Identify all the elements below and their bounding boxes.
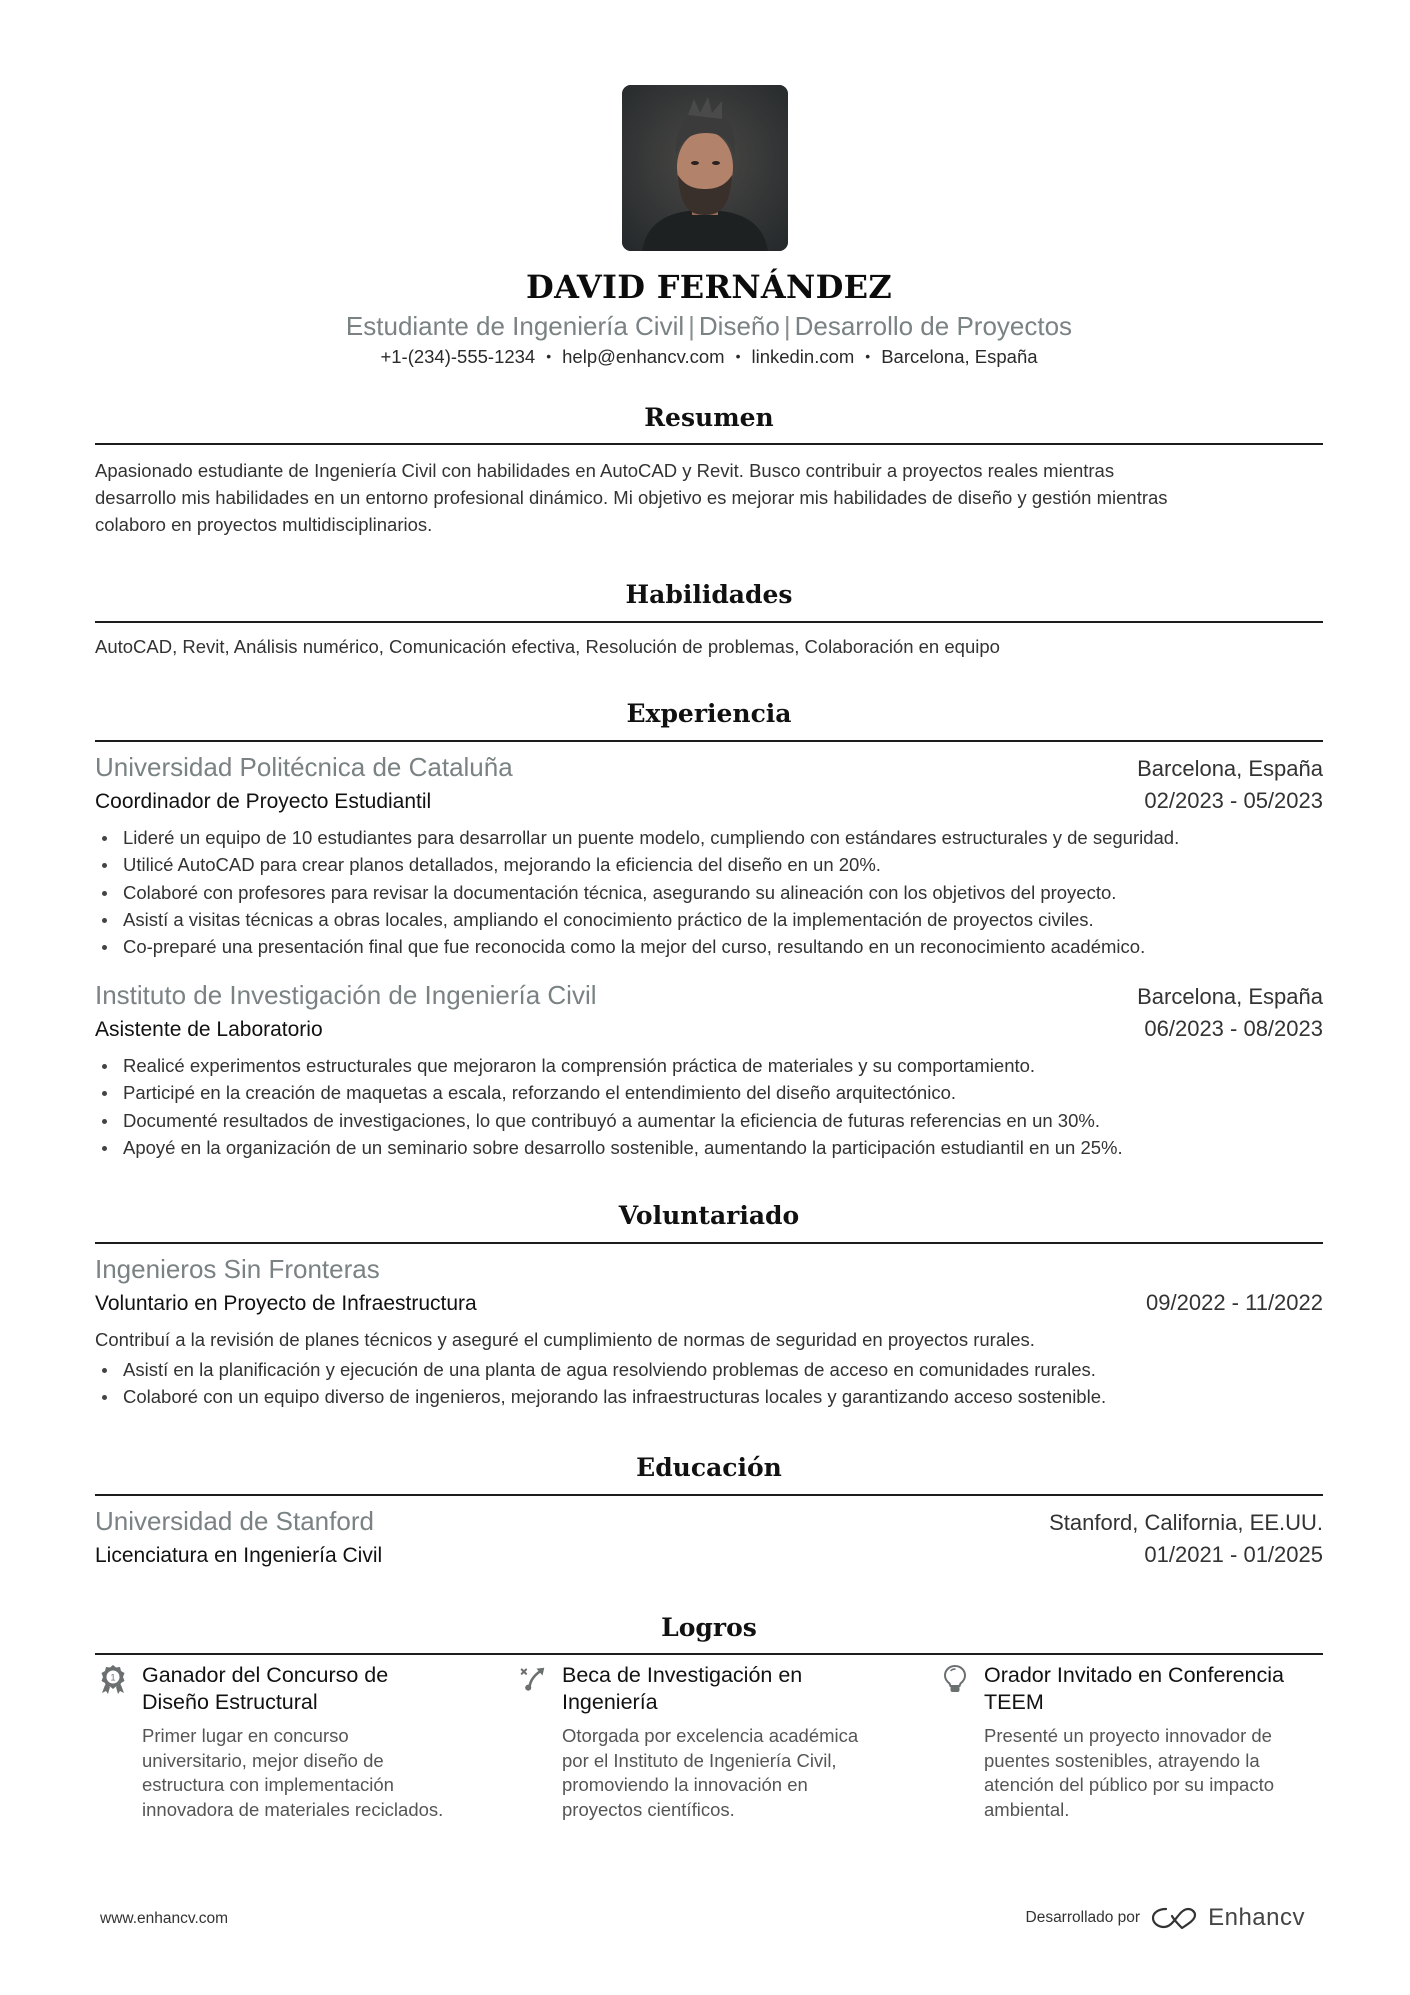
section-divider <box>95 1242 1323 1244</box>
education-header <box>95 1506 1323 1537</box>
enhancv-logo-icon <box>1150 1905 1198 1931</box>
headline-part: Estudiante de Ingeniería Civil <box>345 311 685 341</box>
achievement-title <box>562 1662 920 1716</box>
achievement-title-line: Orador Invitado en Conferencia <box>984 1663 1284 1687</box>
job-title: Asistente de Laboratorio <box>95 1018 323 1041</box>
education-subheader <box>95 1542 1323 1568</box>
achievement-desc-line: Primer lugar en concurso <box>142 1725 349 1746</box>
experience-header <box>95 752 1323 783</box>
volunteer-role: Voluntario en Proyecto de Infraestructura <box>95 1292 477 1315</box>
summary-line: colaboro en proyectos multidisciplinarios. <box>95 514 433 535</box>
powered-by-label: Desarrollado por <box>1025 1909 1141 1926</box>
award-ribbon-icon <box>100 1664 126 1694</box>
section-divider <box>95 443 1323 445</box>
list-item: Colaboré con profesores para revisar la documentación técnica, asegurando su alineación con los objetivos del proyecto. <box>95 879 1323 906</box>
achievement-description <box>142 1724 500 1822</box>
achievement-desc-line: Otorgada por excelencia académica <box>562 1725 859 1746</box>
achievement-desc-line: proyectos científicos. <box>562 1798 735 1820</box>
achievement-title-line: Ganador del Concurso de <box>142 1663 389 1687</box>
experience-header <box>95 980 1323 1011</box>
achievement-description <box>562 1724 920 1822</box>
headline-separator: | <box>688 311 695 341</box>
section-divider <box>95 621 1323 623</box>
achievement-desc-line: innovadora de materiales reciclados. <box>142 1798 444 1820</box>
section-title-experience: Experiencia <box>626 699 792 728</box>
volunteer-dates: 09/2022 - 11/2022 <box>1146 1290 1323 1315</box>
lightbulb-icon <box>942 1664 968 1694</box>
contact-info <box>95 346 1323 368</box>
strategy-path-icon <box>520 1664 546 1694</box>
headline-part: Desarrollo de Proyectos <box>794 311 1073 341</box>
volunteer-description: Contribuí a la revisión de planes técnicos y aseguré el cumplimiento de normas de seguridad en proyectos rurales. <box>95 1329 1035 1350</box>
achievement-desc-line: ambiental. <box>984 1798 1070 1820</box>
job-location: Barcelona, España <box>1137 756 1323 781</box>
achievement-title-line: Diseño Estructural <box>142 1690 318 1714</box>
volunteer-header <box>95 1254 1323 1285</box>
achievement-desc-line: puentes sostenibles, atrayendo la <box>984 1749 1260 1771</box>
headline-separator: | <box>783 311 791 341</box>
achievement-title-line: Ingeniería <box>562 1690 658 1714</box>
job-dates: 06/2023 - 08/2023 <box>1144 1016 1323 1041</box>
achievement-title-line: TEEM <box>984 1690 1044 1714</box>
linkedin-link[interactable]: linkedin.com <box>751 346 855 367</box>
list-item: Utilicé AutoCAD para crear planos detallados, mejorando la eficiencia del diseño en un 20%. <box>95 851 1323 878</box>
list-item: Realicé experimentos estructurales que mejoraron la comprensión práctica de materiales y su comportamiento. <box>95 1052 1323 1079</box>
achievement-desc-line: Presenté un proyecto innovador de <box>984 1725 1272 1746</box>
organization-name: Ingenieros Sin Fronteras <box>95 1254 380 1284</box>
company-name: Instituto de Investigación de Ingeniería Civil <box>95 980 597 1010</box>
summary-line: Apasionado estudiante de Ingeniería Civil con habilidades en AutoCAD y Revit. Busco contribuir a proyectos reales mientras <box>95 460 1115 481</box>
list-item: Colaboré con un equipo diverso de ingenieros, mejorando las infraestructuras locales y garantizando acceso sostenible. <box>95 1383 1323 1410</box>
portrait-photo <box>622 85 788 251</box>
job-location: Barcelona, España <box>1137 984 1323 1009</box>
section-title-education: Educación <box>636 1453 782 1482</box>
achievement-item <box>100 1662 500 1822</box>
list-item: Lideré un equipo de 10 estudiantes para desarrollar un puente modelo, cumpliendo con estándares estructurales y de seguridad. <box>95 824 1323 851</box>
education-dates: 01/2021 - 01/2025 <box>1144 1542 1323 1567</box>
bullet-separator: • <box>546 348 552 364</box>
section-title-skills: Habilidades <box>625 580 793 609</box>
volunteer-bullets <box>95 1356 1323 1411</box>
list-item: Apoyé en la organización de un seminario sobre desarrollo sostenible, aumentando la participación estudiantil en un 25%. <box>95 1134 1323 1161</box>
section-divider <box>95 740 1323 742</box>
section-divider <box>95 1494 1323 1496</box>
achievement-desc-line: universitario, mejor diseño de <box>142 1749 384 1771</box>
achievement-item <box>520 1662 920 1822</box>
brand-name: Enhancv <box>1208 1904 1305 1931</box>
volunteer-subheader <box>95 1290 1323 1316</box>
phone[interactable]: +1-(234)-555-1234 <box>380 346 536 367</box>
list-item: Participé en la creación de maquetas a escala, reforzando el entendimiento del diseño arquitectónico. <box>95 1079 1323 1106</box>
company-name: Universidad Politécnica de Cataluña <box>95 752 513 782</box>
school-name: Universidad de Stanford <box>95 1506 374 1536</box>
headline-part: Diseño <box>698 311 780 341</box>
svg-text:1: 1 <box>110 1672 116 1683</box>
section-divider <box>95 1653 1323 1655</box>
location: Barcelona, España <box>881 346 1038 367</box>
summary-text <box>95 457 1323 538</box>
achievement-desc-line: estructura con implementación <box>142 1774 394 1795</box>
achievement-desc-line: atención del público por su impacto <box>984 1774 1275 1795</box>
achievement-title <box>984 1662 1342 1716</box>
achievement-title <box>142 1662 500 1716</box>
section-title-summary: Resumen <box>644 403 774 432</box>
skills-list: AutoCAD, Revit, Análisis numérico, Comunicación efectiva, Resolución de problemas, Colaboración en equipo <box>95 636 1000 657</box>
summary-line: desarrollo mis habilidades en un entorno profesional dinámico. Mi objetivo es mejorar mis habilidades de diseño y gestión mientras <box>95 487 1168 508</box>
school-location: Stanford, California, EE.UU. <box>1049 1510 1323 1535</box>
avatar <box>622 85 788 251</box>
list-item: Co-preparé una presentación final que fue reconocida como la mejor del curso, resultando en un reconocimiento académico. <box>95 933 1323 960</box>
candidate-name: DAVID FERNÁNDEZ <box>526 268 892 306</box>
powered-by[interactable] <box>1026 1904 1306 1932</box>
achievement-title-line: Beca de Investigación en <box>562 1663 803 1687</box>
list-item: Asistí a visitas técnicas a obras locales, ampliando el conocimiento práctico de la implementación de proyectos civiles. <box>95 906 1323 933</box>
achievement-item <box>942 1662 1342 1822</box>
degree: Licenciatura en Ingeniería Civil <box>95 1544 383 1567</box>
achievement-description <box>984 1724 1342 1822</box>
email-link[interactable]: help@enhancv.com <box>562 346 725 367</box>
experience-subheader <box>95 1016 1323 1042</box>
experience-subheader <box>95 788 1323 814</box>
achievement-desc-line: por el Instituto de Ingeniería Civil, <box>562 1749 837 1771</box>
website-link[interactable]: www.enhancv.com <box>100 1910 229 1927</box>
experience-bullets <box>95 1052 1323 1161</box>
achievement-desc-line: promoviendo la innovación en <box>562 1774 808 1795</box>
headline <box>95 311 1323 342</box>
experience-bullets <box>95 824 1323 960</box>
section-title-achievements: Logros <box>661 1613 757 1642</box>
job-dates: 02/2023 - 05/2023 <box>1144 788 1323 813</box>
bullet-separator: • <box>735 348 741 364</box>
section-title-volunteering: Voluntariado <box>618 1201 800 1230</box>
list-item: Documenté resultados de investigaciones, lo que contribuyó a aumentar la eficiencia de futuras referencias en un 30%. <box>95 1107 1323 1134</box>
list-item: Asistí en la planificación y ejecución de una planta de agua resolviendo problemas de acceso en comunidades rurales. <box>95 1356 1323 1383</box>
bullet-separator: • <box>865 348 871 364</box>
job-title: Coordinador de Proyecto Estudiantil <box>95 790 432 813</box>
